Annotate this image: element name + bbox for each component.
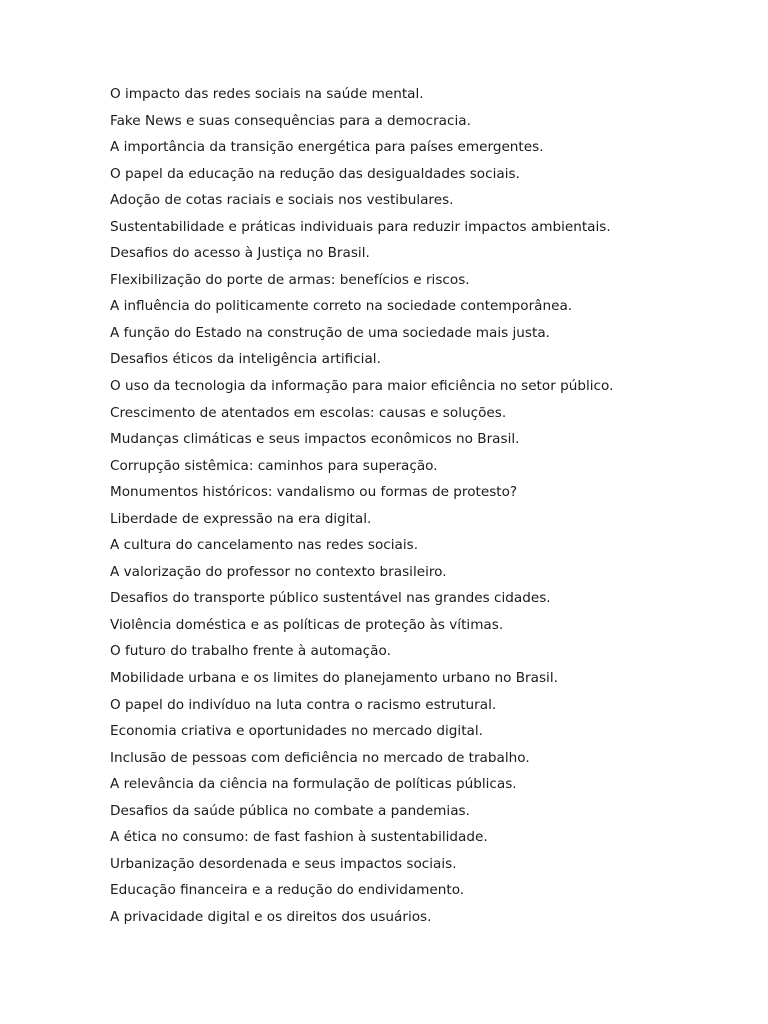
topic-line: Sustentabilidade e práticas individuais para reduzir impactos ambientais. xyxy=(110,218,611,235)
topic-line: O uso da tecnologia da informação para maior eficiência no setor público. xyxy=(110,378,614,395)
topic-line: A importância da transição energética para países emergentes. xyxy=(110,139,544,156)
topic-line: Liberdade de expressão na era digital. xyxy=(110,510,372,527)
topic-line: A relevância da ciência na formulação de políticas públicas. xyxy=(110,776,517,793)
topic-line: Inclusão de pessoas com deficiência no mercado de trabalho. xyxy=(110,749,530,766)
topic-line: A influência do politicamente correto na sociedade contemporânea. xyxy=(110,298,573,315)
topic-line: Crescimento de atentados em escolas: causas e soluções. xyxy=(110,404,507,421)
topic-line: Urbanização desordenada e seus impactos sociais. xyxy=(110,855,457,872)
topic-line: Corrupção sistêmica: caminhos para superação. xyxy=(110,457,438,474)
topic-line: Economia criativa e oportunidades no mercado digital. xyxy=(110,723,483,740)
topic-line: Mudanças climáticas e seus impactos econômicos no Brasil. xyxy=(110,431,520,448)
topic-line: O impacto das redes sociais na saúde mental. xyxy=(110,86,424,102)
topic-line: Desafios éticos da inteligência artificial. xyxy=(110,351,381,368)
topic-line: A cultura do cancelamento nas redes sociais. xyxy=(110,537,419,554)
topic-line: Violência doméstica e as políticas de proteção às vítimas. xyxy=(110,616,504,633)
topic-line: Adoção de cotas raciais e sociais nos vestibulares. xyxy=(110,192,454,209)
topic-line: Mobilidade urbana e os limites do planejamento urbano no Brasil. xyxy=(110,670,558,687)
topic-line: O futuro do trabalho frente à automação. xyxy=(110,643,391,660)
topic-line: Educação financeira e a redução do endividamento. xyxy=(110,882,465,899)
topic-line: Desafios da saúde pública no combate a pandemias. xyxy=(110,802,470,819)
topic-line: A função do Estado na construção de uma sociedade mais justa. xyxy=(110,324,550,341)
topic-line: A privacidade digital e os direitos dos usuários. xyxy=(110,908,432,925)
topic-line: Flexibilização do porte de armas: benefícios e riscos. xyxy=(110,271,470,288)
topic-line: O papel do indivíduo na luta contra o racismo estrutural. xyxy=(110,696,497,713)
topic-line: A valorização do professor no contexto brasileiro. xyxy=(110,563,447,580)
topic-line: O papel da educação na redução das desigualdades sociais. xyxy=(110,165,520,182)
topic-line: Monumentos históricos: vandalismo ou formas de protesto? xyxy=(110,484,518,501)
topic-line: A ética no consumo: de fast fashion à sustentabilidade. xyxy=(110,829,488,846)
topic-line: Desafios do transporte público sustentável nas grandes cidades. xyxy=(110,590,551,607)
topic-line: Fake News e suas consequências para a democracia. xyxy=(110,112,471,129)
topic-line: Desafios do acesso à Justiça no Brasil. xyxy=(110,245,370,262)
topic-list xyxy=(110,81,750,931)
